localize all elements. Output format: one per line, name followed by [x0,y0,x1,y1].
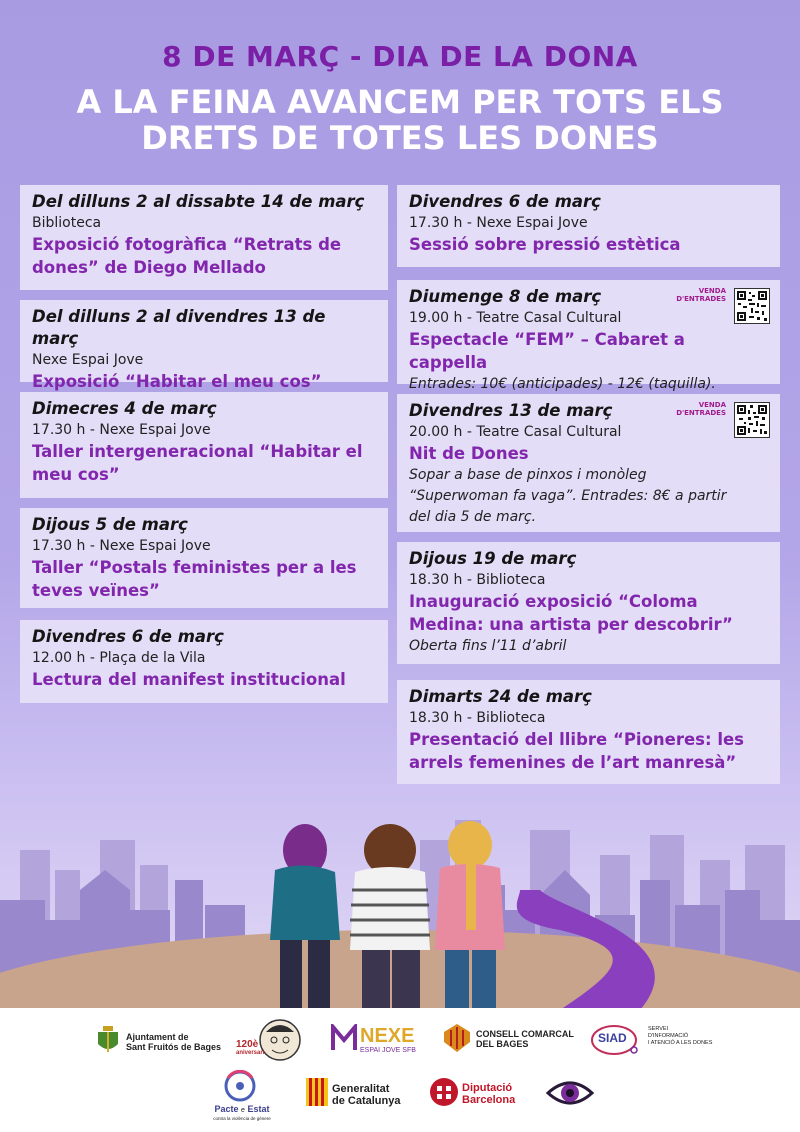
subtitle-line: A LA FEINA AVANCEM PER TOTS ELS [76,83,724,121]
logo-text: Pacte [214,1104,239,1114]
generalitat-flag-icon [306,1078,328,1106]
diputacio-emblem-icon [430,1078,458,1106]
event-place: Biblioteca [32,215,102,231]
logo-text: SIAD [598,1031,627,1045]
logo-text: Sant Fruitós de Bages [126,1042,222,1052]
event-card [397,394,780,532]
event-date: Dijous 5 de març [32,515,188,534]
event-card [20,300,388,391]
event-date: Dimecres 4 de març [32,399,217,418]
event-title: Lectura del manifest institucional [32,670,346,689]
eye-logo [545,1076,595,1110]
event-title: Taller “Postals feministes per a les [32,558,357,577]
ticket-sale-text: D'ENTRADES [676,409,726,417]
logo-text: Generalitat [332,1083,390,1095]
logo-text: D'INFORMACIÓ [648,1033,689,1039]
event-date: Dijous 19 de març [409,549,577,568]
logo-text: I ATENCIÓ A LES DONES [648,1040,713,1046]
event-card [20,392,388,498]
ticket-sale-label [676,401,726,417]
event-place: 12.00 h - Plaça de la Vila [32,650,206,666]
event-title: teves veïnes” [32,581,160,600]
event-place: 17.30 h - Nexe Espai Jove [409,215,588,231]
event-note: Oberta fins l’11 d’abril [409,638,567,654]
ajuntament-logo [96,1026,222,1056]
anniversary-logo [232,1016,304,1066]
logo-text: 120è [236,1039,259,1050]
logo-text: Estat [247,1104,270,1114]
event-date: Divendres 6 de març [409,192,601,211]
event-card [20,620,388,703]
logo-text: Barcelona [462,1094,516,1106]
ticket-sale-text: VENDA [698,287,726,295]
pacte-circle-icon [212,1070,282,1106]
logo-text: de Catalunya [332,1095,401,1107]
event-card [397,280,780,392]
event-title: Nit de Dones [409,444,529,463]
event-title: Exposició “Habitar el meu cos” [32,372,322,391]
event-title: Taller intergeneracional “Habitar el [32,442,363,461]
logo-text: contra la violència de gènere [213,1116,271,1121]
consell-comarcal-logo [444,1024,574,1054]
event-place: 17.30 h - Nexe Espai Jove [32,538,211,554]
nexe-logo [330,1024,426,1064]
logo-text: Ajuntament de [126,1032,189,1042]
event-title: arrels femenines de l’art manresà” [409,753,737,772]
event-date: Diumenge 8 de març [409,287,602,306]
event-place: 18.30 h - Biblioteca [409,572,546,588]
logo-text: SERVEI [648,1026,669,1032]
women-walking-illustration [0,810,800,1010]
event-title: dones” de Diego Mellado [32,258,266,277]
pacte-estat-logo: Pacte e Estat contra la violència de gènere [212,1070,282,1126]
event-date: Del dilluns 2 al divendres 13 de març [32,307,326,348]
ticket-sale-text: VENDA [698,401,726,409]
event-place: 18.30 h - Biblioteca [409,710,546,726]
ajuntament-shield-icon [96,1026,120,1054]
event-title: Espectacle “FEM” – Cabaret a cappella [409,330,685,372]
logo-text: ESPAI JOVE SFB [360,1047,416,1054]
generalitat-logo [306,1078,416,1108]
logo-text: Diputació [462,1082,513,1094]
sponsors-footer [0,1008,800,1132]
catalan-shield-icon [444,1024,470,1052]
event-card [397,185,780,267]
ticket-sale-text: D'ENTRADES [676,295,726,303]
event-card [397,542,780,664]
page-title: 8 DE MARÇ - DIA DE LA DONA [162,40,638,73]
woman-curly [350,824,430,1010]
event-note: del dia 5 de març. [409,509,537,525]
event-note: Entrades: 10€ (anticipades) - 12€ (taquilla). [409,376,716,392]
qr-code-icon[interactable] [734,288,770,324]
qr-code-icon[interactable] [734,402,770,438]
event-title: Medina: una artista per descobrir” [409,615,733,634]
event-title: Sessió sobre pressió estètica [409,235,681,254]
nexe-n-icon [330,1024,358,1052]
event-place: 19.00 h - Teatre Casal Cultural [409,310,622,326]
logo-text: NEXE [360,1025,415,1047]
event-place: 17.30 h - Nexe Espai Jove [32,422,211,438]
event-title: Exposició fotogràfica “Retrats de [32,235,342,254]
event-date: Divendres 13 de març [409,401,613,420]
diputacio-logo [430,1078,530,1108]
event-place: Nexe Espai Jove [32,352,144,368]
event-note: “Superwoman fa vaga”. Entrades: 8€ a partir [409,488,727,504]
siad-logo [590,1024,713,1058]
event-card [397,680,780,784]
logo-text: aniversari [236,1050,265,1056]
event-title: Inauguració exposició “Coloma [409,592,698,611]
event-note: Sopar a base de pinxos i monòleg [409,467,647,483]
logo-text: CONSELL COMARCAL [476,1029,574,1039]
page-subtitle [0,84,800,156]
event-title: meu cos” [32,465,120,484]
event-place: 20.00 h - Teatre Casal Cultural [409,424,622,440]
ticket-sale-label [676,287,726,303]
event-date: Dimarts 24 de març [409,687,592,706]
eye-icon [545,1076,595,1110]
event-date: Del dilluns 2 al dissabte 14 de març [32,192,365,211]
event-title: Presentació del llibre “Pioneres: les [409,730,744,749]
event-card [20,185,388,290]
event-date: Divendres 6 de març [32,627,224,646]
event-card [20,508,388,608]
logo-text: DEL BAGES [476,1039,529,1049]
subtitle-line: DRETS DE TOTES LES DONES [141,119,659,157]
